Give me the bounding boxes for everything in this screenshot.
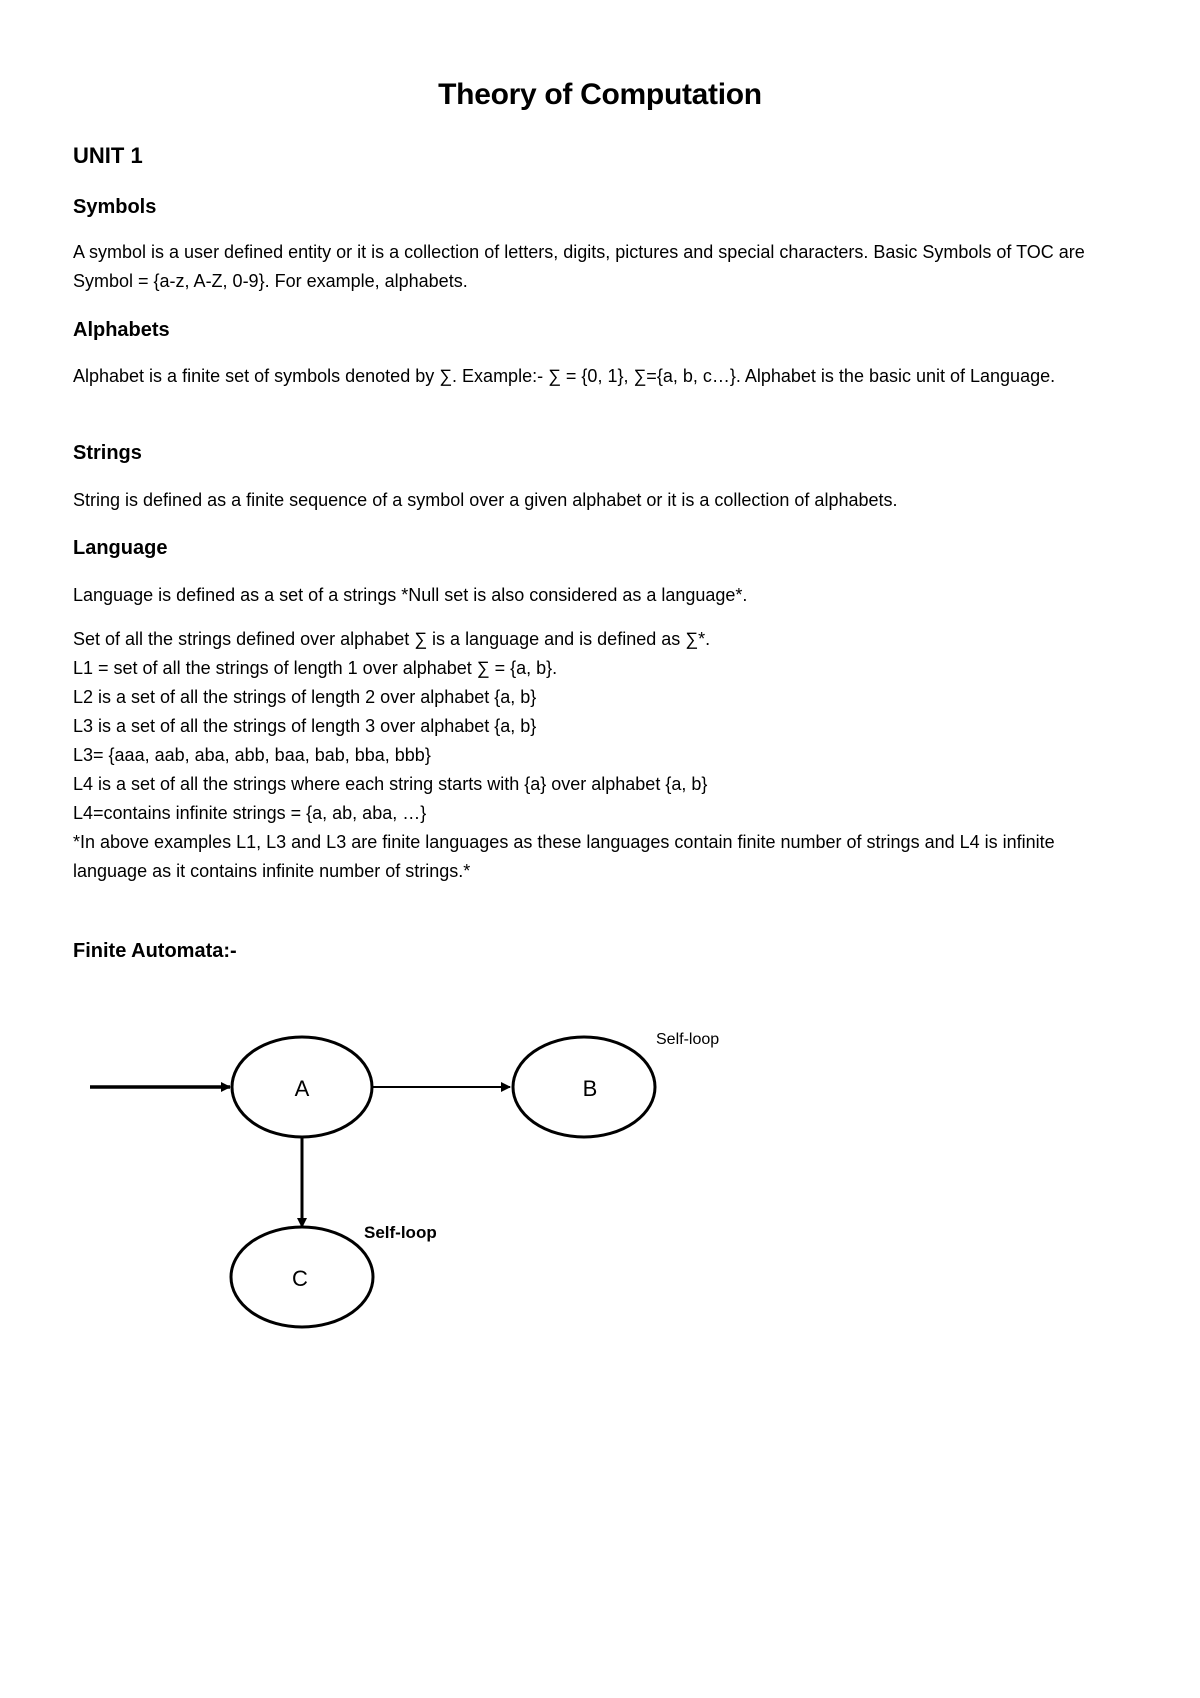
language-paragraph: Language is defined as a set of a strings *Null set is also considered as a language*.: [73, 585, 748, 605]
alphabets-paragraph: Alphabet is a finite set of symbols denoted by ∑. Example:- ∑ = {0, 1}, ∑={a, b, c…}. Alphabet is the basic unit of Language.: [73, 366, 1056, 386]
page-title: Theory of Computation: [438, 78, 762, 111]
symbols-paragraph: A symbol is a user defined entity or it is a collection of letters, digits, pictures and special characters. Basic Symbols of TOC are Symbol = {a-z, A-Z, 0-9}. For example, alphabets.: [73, 242, 1085, 291]
state-b-label: B: [582, 1076, 598, 1101]
unit-heading: UNIT 1: [73, 143, 143, 168]
language-line: L2 is a set of all the strings of length 2 over alphabet {a, b}: [73, 687, 537, 707]
language-note: *In above examples L1, L3 and L3 are finite languages as these languages contain finite number of strings and L4 is infinite language as it contains infinite number of strings.*: [73, 832, 1055, 881]
language-examples: [73, 625, 1133, 886]
language-line: Set of all the strings defined over alphabet ∑ is a language and is defined as ∑*.: [73, 629, 711, 649]
self-loop-label-b: Self-loop: [656, 1031, 720, 1048]
strings-paragraph: String is defined as a finite sequence of a symbol over a given alphabet or it is a collection of alphabets.: [73, 490, 898, 510]
state-c-label: C: [292, 1266, 308, 1291]
state-a-label: A: [294, 1076, 310, 1101]
finite-automata-diagram: [0, 990, 1200, 1370]
language-line: L4=contains infinite strings = {a, ab, aba, …}: [73, 803, 427, 823]
language-line: L3= {aaa, aab, aba, abb, baa, bab, bba, bbb}: [73, 745, 431, 765]
symbols-heading: Symbols: [73, 196, 157, 218]
language-line: L1 = set of all the strings of length 1 over alphabet ∑ = {a, b}.: [73, 658, 558, 678]
language-line: L3 is a set of all the strings of length 3 over alphabet {a, b}: [73, 716, 537, 736]
finite-automata-heading: Finite Automata:-: [73, 940, 237, 962]
alphabets-heading: Alphabets: [73, 319, 170, 341]
language-heading: Language: [73, 537, 168, 559]
strings-heading: Strings: [73, 442, 142, 464]
language-line: L4 is a set of all the strings where each string starts with {a} over alphabet {a, b}: [73, 774, 708, 794]
self-loop-label-c: Self-loop: [364, 1223, 437, 1242]
